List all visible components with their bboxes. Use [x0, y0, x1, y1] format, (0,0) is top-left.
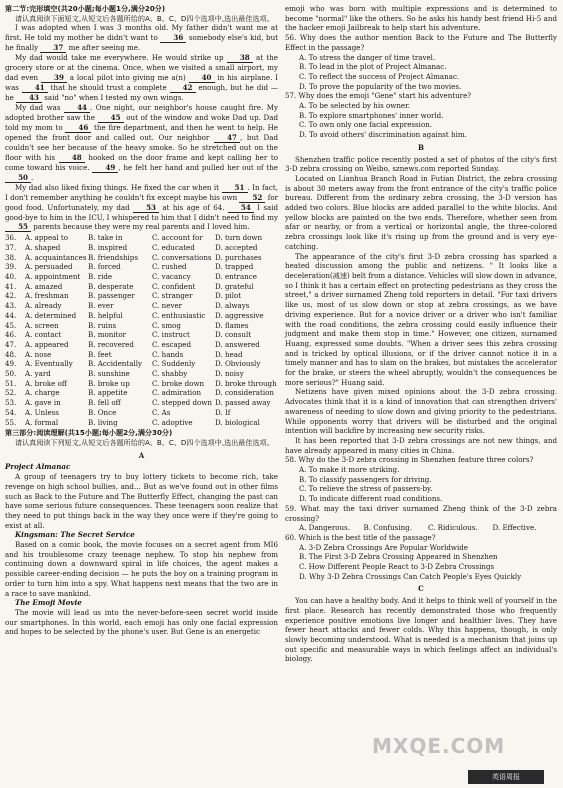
option-number: 38.	[5, 252, 17, 262]
cloze-text: me after seeing me.	[66, 43, 141, 53]
choice-d[interactable]: D. To avoid others' discrimination against him.	[299, 130, 467, 140]
cloze-text: somebody else's kid, but he finally	[5, 33, 278, 53]
option-a[interactable]: A. appointment	[25, 272, 81, 282]
option-number: 36.	[5, 233, 17, 243]
option-c[interactable]: C. instruct	[152, 330, 190, 340]
option-b[interactable]: B. forced	[88, 262, 121, 272]
option-row	[5, 388, 278, 398]
option-d[interactable]: D. noisy	[215, 369, 244, 379]
option-d[interactable]: D. aggressive	[215, 310, 264, 320]
cloze-options	[5, 233, 278, 427]
cloze-paragraph	[5, 23, 278, 53]
option-a[interactable]: A. contact	[25, 330, 62, 340]
option-b[interactable]: B. ever	[88, 301, 114, 311]
cloze-blank-42[interactable]: 42	[170, 84, 196, 93]
cloze-text: . One night, our neighbor's house caught fire. My adopted brother saw the	[5, 102, 278, 122]
cloze-blank-36[interactable]: 36	[160, 34, 186, 43]
question-59	[285, 504, 557, 533]
option-c[interactable]: C. shabby	[152, 369, 188, 379]
option-c[interactable]: C. rushed	[152, 262, 187, 272]
cloze-blank-45[interactable]: 45	[98, 114, 124, 123]
option-row	[5, 350, 278, 360]
option-row	[5, 359, 278, 369]
option-d[interactable]: D. flames	[215, 320, 249, 330]
option-number: 44.	[5, 310, 17, 320]
option-b[interactable]: B. monitor	[88, 330, 127, 340]
option-a[interactable]: A. screen	[25, 320, 59, 330]
choice-b[interactable]: B. To classify passengers for driving.	[299, 474, 432, 484]
option-a[interactable]: A. shaped	[25, 242, 61, 252]
option-c[interactable]: C. Suddenly	[152, 359, 196, 369]
option-b[interactable]: B. helpful	[88, 310, 123, 320]
option-a[interactable]: A. formal	[25, 417, 59, 427]
choice-c[interactable]: C. To reflect the success of Project Almanac.	[299, 71, 460, 81]
option-b[interactable]: B. appetite	[88, 388, 128, 398]
question-56	[285, 33, 557, 91]
option-c[interactable]: C. enthusiastic	[152, 310, 206, 320]
option-b[interactable]: B. friendships	[88, 252, 138, 262]
passage-a-paragraph: Based on a comic book, the movie focuses on a secret agent from MI6 and his troublesome crazy teenage nephew. To stop his nephew from continuing down a downward spiral in life choices, the agent makes a possible career-ending decision — he puts the boy on a training program in order to turn him into a spy. What happens next means that the two are in a race to save mankind.	[5, 540, 278, 598]
option-b[interactable]: B. living	[88, 417, 118, 427]
question-stem: 58. Why do the 3-D zebra crossing in Shenzhen feature three colors?	[285, 455, 534, 465]
option-a[interactable]: A. determined	[25, 310, 77, 320]
cloze-text: .	[31, 172, 34, 182]
option-row	[5, 243, 278, 253]
option-d[interactable]: D. head	[215, 349, 243, 359]
option-c[interactable]: C. stepped down	[152, 398, 212, 408]
choice-b[interactable]: B. To explore smartphones' inner world.	[299, 110, 444, 120]
option-c[interactable]: C. stranger	[152, 291, 193, 301]
site-watermark: MXQE.COM	[372, 734, 506, 758]
cloze-text: that he should trust a complete	[47, 82, 170, 92]
option-d[interactable]: D. turn down	[215, 233, 263, 243]
option-c[interactable]: C. adoptive	[152, 417, 193, 427]
cloze-text: , he felt her hand and pulled her out of the	[118, 162, 278, 172]
cloze-text: a local pilot into giving me a(n)	[66, 72, 189, 82]
option-a[interactable]: A. acquaintances	[25, 252, 87, 262]
option-row	[5, 253, 278, 263]
option-c[interactable]: C. never	[152, 301, 183, 311]
question-stem: 57. Why does the emoji "Gene" start his adventure?	[285, 91, 472, 101]
question-60	[285, 533, 557, 582]
option-d[interactable]: D. broke through	[215, 378, 277, 388]
cloze-blank-54[interactable]: 54	[228, 204, 254, 213]
option-a[interactable]: A. amazed	[25, 281, 63, 291]
cloze-blank-37[interactable]: 37	[40, 44, 66, 53]
choice-c[interactable]: C. To own only one facial expression.	[299, 120, 433, 130]
cloze-blank-38[interactable]: 38	[227, 54, 253, 63]
choice-a[interactable]: A. 3-D Zebra Crossings Are Popular Worldwide	[299, 542, 469, 552]
option-b[interactable]: B. Once	[88, 407, 117, 417]
choice-a[interactable]: A. To be selected by his owner.	[299, 101, 410, 111]
reading-section-header: 第三部分:阅读理解(共15小题;每小题2分,满分30分)	[5, 428, 173, 438]
option-a[interactable]: A. Unless	[25, 407, 59, 417]
option-number: 52.	[5, 388, 17, 398]
option-b[interactable]: B. sunshine	[88, 369, 130, 379]
option-a[interactable]: A. Eventually	[25, 359, 73, 369]
option-d[interactable]: D. answered	[215, 339, 260, 349]
cloze-text: , but Dad couldn't see her because of the heavy smoke. So he stretched out on the floor with his	[5, 132, 279, 162]
cloze-paragraph	[5, 183, 278, 233]
cloze-passage	[5, 23, 278, 232]
cloze-blank-53[interactable]: 53	[133, 204, 159, 213]
choice-b[interactable]: B. Confusing.	[363, 523, 412, 533]
option-row	[5, 291, 278, 301]
cloze-blank-47[interactable]: 47	[214, 134, 240, 143]
cloze-blank-55[interactable]: 55	[5, 223, 31, 232]
option-a[interactable]: A. gave in	[25, 398, 61, 408]
option-row	[5, 369, 278, 379]
cloze-blank-46[interactable]: 46	[65, 124, 91, 133]
cloze-text: I said good-bye to him in the ICU, I whispered to him that I didn't need to find my	[5, 202, 278, 222]
option-number: 40.	[5, 272, 17, 282]
cloze-text: enough, but he did — he	[5, 82, 279, 102]
option-d[interactable]: D. passed away	[215, 398, 271, 408]
cloze-text: . In fact, I don't remember anything he couldn't fix except maybe his own	[5, 182, 278, 202]
reading-instruction: 请认真阅读下列短文,从短文后各题所给的A、B、C、D四个选项中,选出最佳选项。	[15, 437, 274, 447]
option-number: 42.	[5, 291, 17, 301]
option-number: 46.	[5, 330, 17, 340]
left-column	[5, 4, 278, 637]
option-number: 37.	[5, 242, 17, 252]
cloze-text: I was adopted when I was 3 months old. My father didn't want me at first. He told my mother he didn't want to	[5, 23, 278, 43]
passage-a-paragraph: A group of teenagers try to buy lottery tickets to become rich, take revenge on high school bullies, and… But as we've found out in other films such as Back to the Future and The Butterfly Effect, changing the past can have some serious future consequences. These teenagers soon realize that they need to put things back in the way they once were if they're going to exist at all.	[5, 472, 278, 530]
option-row	[5, 408, 278, 418]
question-57	[285, 91, 557, 140]
option-b[interactable]: B. feet	[88, 349, 112, 359]
choice-c[interactable]: C. To relieve the stress of passers-by.	[299, 484, 433, 494]
cloze-blank-39[interactable]: 39	[41, 74, 67, 83]
option-a[interactable]: A. persuaded	[25, 262, 73, 272]
cloze-text: at the grocery store or at the cinema. Once, when we visited a small airport, my dad even	[5, 53, 279, 82]
option-number: 43.	[5, 301, 17, 311]
option-a[interactable]: A. yard	[25, 369, 51, 379]
option-a[interactable]: A. nose	[25, 349, 52, 359]
option-b[interactable]: B. fell off	[88, 398, 121, 408]
option-number: 45.	[5, 320, 17, 330]
option-d[interactable]: D. consult	[215, 330, 252, 340]
choice-b[interactable]: B. The First 3-D Zebra Crossing Appeared in Shenzhen	[299, 552, 498, 562]
question-58	[285, 455, 557, 504]
option-c[interactable]: C. vacancy	[152, 272, 191, 282]
option-row	[5, 301, 278, 311]
choice-a[interactable]: A. Dangerous.	[299, 523, 350, 533]
option-d[interactable]: D. always	[215, 301, 250, 311]
cloze-blank-44[interactable]: 44	[64, 104, 90, 113]
passage-b-label: B	[418, 142, 424, 152]
cloze-instruction: 请认真阅读下面短文,从短文后各题所给的A、B、C、D四个选项中,选出最佳选项。	[15, 13, 274, 23]
option-row	[5, 282, 278, 292]
choice-a[interactable]: A. To stress the danger of time travel.	[299, 52, 436, 62]
cloze-text: My dad also liked fixing things. He fixed the car when it	[15, 182, 222, 192]
question-stem: 59. What may the taxi driver surnamed Zheng think of the 3-D zebra crossing?	[285, 503, 557, 523]
passage-b-paragraph: It has been reported that 3-D zebra crossings are not new things, and have already appeared in many cities in China.	[285, 435, 557, 455]
cloze-paragraph	[5, 53, 278, 103]
cloze-blank-51[interactable]: 51	[222, 184, 248, 193]
option-d[interactable]: D. grateful	[215, 281, 254, 291]
option-b[interactable]: B. ruins	[88, 320, 117, 330]
cloze-text: parents because they were my real parents and I loved him.	[31, 222, 250, 232]
cloze-text: hooked on the door frame and kept calling her to come toward his voice.	[5, 152, 278, 172]
option-number: 41.	[5, 281, 17, 291]
choice-row	[285, 523, 557, 533]
choice-d[interactable]: D. Effective.	[492, 523, 537, 533]
option-a[interactable]: A. charge	[25, 388, 60, 398]
option-number: 55.	[5, 417, 17, 427]
passage-b-paragraph: Located on Lianhua Branch Road in Futian District, the zebra crossing is about 30 meters away from the front entrance of the city's traffic police bureau. Different from the ordinary zebra crossing, the 3-D version has added two colors. Blue blocks are added parallel to the white blocks. And yellow blocks are painted on the two ends. Therefore, whether seen from afar or nearby, or from a vertical or horizontal angle, the three-colored zebra crossings look like it's rising up from the ground and is very eye-catching.	[285, 173, 557, 251]
cloze-blank-40[interactable]: 40	[189, 74, 215, 83]
option-row	[5, 311, 278, 321]
choice-c[interactable]: C. How Different People React to 3-D Zebra Crossings	[299, 562, 495, 572]
option-number: 50.	[5, 369, 17, 379]
option-b[interactable]: B. Accidentally	[88, 359, 142, 369]
option-d[interactable]: D. entrance	[215, 272, 257, 282]
option-d[interactable]: D. trapped	[215, 262, 254, 272]
option-c[interactable]: C. broke down	[152, 378, 205, 388]
option-c[interactable]: C. As	[152, 407, 171, 417]
option-a[interactable]: A. appeared	[25, 339, 69, 349]
option-d[interactable]: D. pilot	[215, 291, 242, 301]
cloze-text: at his age of 64.	[159, 202, 228, 212]
option-b[interactable]: B. passenger	[88, 291, 135, 301]
passage-a-paragraph-continued: emoji who was born with multiple expressions and is determined to become "normal" like the others. So he asks his handy best friend Hi-5 and the hacker emoji Jailbreak to help start his adventure.	[285, 4, 557, 33]
question-stem: 56. Why does the author mention Back to the Future and The Butterfly Effect in the passage?	[285, 33, 557, 52]
cloze-blank-49[interactable]: 49	[92, 164, 118, 173]
passage-c-paragraph: You can have a healthy body. And it helps to think well of yourself in the first place. Research has recently demonstrated those who frequently experience positive emotions live longer and healthier lives. They have fewer heart attacks and fewer colds. Why this happens, though, is only slowly becoming understood. What is needed is a mechanism that joins up out specific and measurable ways in which feelings affect an individual's biology.	[285, 596, 557, 664]
cloze-text: My dad would take me everywhere. He would strike up	[15, 53, 227, 63]
option-c[interactable]: C. account for	[152, 233, 203, 243]
option-a[interactable]: A. appeal to	[25, 233, 69, 243]
option-number: 49.	[5, 359, 17, 369]
option-d[interactable]: D. consideration	[215, 388, 274, 398]
choice-c[interactable]: C. Ridiculous.	[428, 523, 478, 533]
cloze-text: out of the window and woke Dad up. Dad told my mom to	[5, 112, 278, 132]
right-column	[285, 4, 557, 664]
cloze-text: said "no" when I tested my own wings.	[42, 92, 184, 102]
option-c[interactable]: C. confident	[152, 281, 196, 291]
passage-a-paragraph: The movie will lead us into the never-before-seen secret world inside our smartphones. In this world, each emoji has only one facial expression and hopes to be selected by the phone's user. But Gene is an energetic	[5, 607, 278, 637]
option-row	[5, 321, 278, 331]
option-a[interactable]: A. already	[25, 301, 62, 311]
cloze-text: in his airplane. I was	[5, 72, 278, 92]
option-c[interactable]: C. hands	[152, 349, 184, 359]
option-row	[5, 262, 278, 272]
passage-b-paragraph: Shenzhen traffic police recently posted a set of photos of the city's first 3-D zebra crossing on Weibo, sznews.com reported Sunday.	[285, 154, 557, 174]
choice-a[interactable]: A. To make it more striking.	[299, 465, 400, 475]
choice-d[interactable]: D. To prove the popularity of the two movies.	[299, 81, 462, 91]
passage-a-title: Project Almanac	[5, 462, 71, 472]
option-c[interactable]: C. escaped	[152, 339, 192, 349]
passage-a-label: A	[138, 450, 145, 460]
option-c[interactable]: C. conversations	[152, 252, 212, 262]
cloze-text: the fire department, and then he went to help. He opened the front door and called out. Our neighbor	[5, 122, 279, 142]
option-row	[5, 398, 278, 408]
option-row	[5, 379, 278, 389]
cloze-text: for good food. Unfortunately, my dad	[5, 192, 278, 212]
option-d[interactable]: D. purchases	[215, 252, 262, 262]
option-row	[5, 340, 278, 350]
option-c[interactable]: C. educated	[152, 242, 195, 252]
option-row	[5, 233, 278, 243]
option-number: 51.	[5, 378, 17, 388]
choice-b[interactable]: B. To lead in the plot of Project Almanac.	[299, 62, 447, 72]
cloze-blank-41[interactable]: 41	[22, 84, 48, 93]
option-c[interactable]: C. smog	[152, 320, 181, 330]
passage-b-paragraph: Netizens have given mixed opinions about the 3-D zebra crossing. Advocates think that it is a kind of innovation that can strengthen drivers' awareness of needing to slow down and giving priority to the pedestrians. While opponents worry that drivers will be disturbed and the original intention will backfire by increasing new security risks.	[285, 387, 557, 436]
option-b[interactable]: B. take in	[88, 233, 123, 243]
option-number: 47.	[5, 339, 17, 349]
option-a[interactable]: A. broke off	[25, 378, 67, 388]
option-b[interactable]: B. recovered	[88, 339, 134, 349]
option-d[interactable]: D. biological	[215, 417, 260, 427]
passage-a-subtitle: The Emoji Movie	[15, 598, 82, 608]
choice-d[interactable]: D. To indicate different road conditions.	[299, 494, 443, 504]
cloze-paragraph	[5, 103, 278, 183]
option-b[interactable]: B. inspired	[88, 242, 128, 252]
cloze-blank-52[interactable]: 52	[239, 194, 265, 203]
option-d[interactable]: D. If	[215, 407, 231, 417]
option-number: 48.	[5, 349, 17, 359]
question-stem: 60. Which is the best title of the passage?	[285, 532, 436, 542]
passage-b-paragraph: The appearance of the city's first 3-D zebra crossing has sparked a heated discussion among the public and netizens. " It looks like a deceleration(减速) belt from a distance. Vehicles will slow down in advance, so I think it has a certain effect on protecting pedestrians as they cross the street," a driver surnamed Zheng told reporters in detail. "For taxi drivers like us, most of us slow down or stop at zebra crossings, as we have driving experience. But for a novice driver or a driver who isn't familiar with the road conditions, the zebra crossing could easily influence their judgment and make them stop in time." However, one citizen, surnamed Huang, expressed some doubts. "When a driver sees this zebra crossing and is tricked by optical illusions, or if the driver cannot notice it in a timely manner and has to slam on the brakes, but mistakes the accelerator for the brake, or steers the wheel abruptly, wouldn't the consequences be more serious?" Huang said.	[285, 251, 557, 387]
option-number: 39.	[5, 262, 17, 272]
option-row	[5, 272, 278, 282]
cloze-section-header: 第二节:完形填空(共20小题;每小题1分,满分20分)	[5, 4, 166, 13]
cloze-blank-50[interactable]: 50	[5, 174, 31, 183]
newspaper-footer-tag: 英语周报	[468, 770, 544, 784]
option-b[interactable]: B. desperate	[88, 281, 134, 291]
cloze-text: My dad was	[15, 102, 65, 112]
option-row	[5, 418, 278, 428]
cloze-blank-48[interactable]: 48	[59, 154, 85, 163]
option-b[interactable]: B. broke up	[88, 378, 130, 388]
option-c[interactable]: C. admiration	[152, 388, 202, 398]
passage-a-subtitle: Kingsman: The Secret Service	[15, 530, 135, 540]
cloze-blank-43[interactable]: 43	[16, 94, 42, 103]
option-a[interactable]: A. freshman	[25, 291, 69, 301]
option-b[interactable]: B. ride	[88, 272, 113, 282]
choice-d[interactable]: D. Why 3-D Zebra Crossings Can Catch People's Eyes Quickly	[299, 571, 522, 581]
option-row	[5, 330, 278, 340]
option-d[interactable]: D. Obviously	[215, 359, 261, 369]
passage-c-label: C	[418, 584, 424, 594]
option-d[interactable]: D. accepted	[215, 242, 258, 252]
option-number: 54.	[5, 407, 17, 417]
option-number: 53.	[5, 398, 17, 408]
